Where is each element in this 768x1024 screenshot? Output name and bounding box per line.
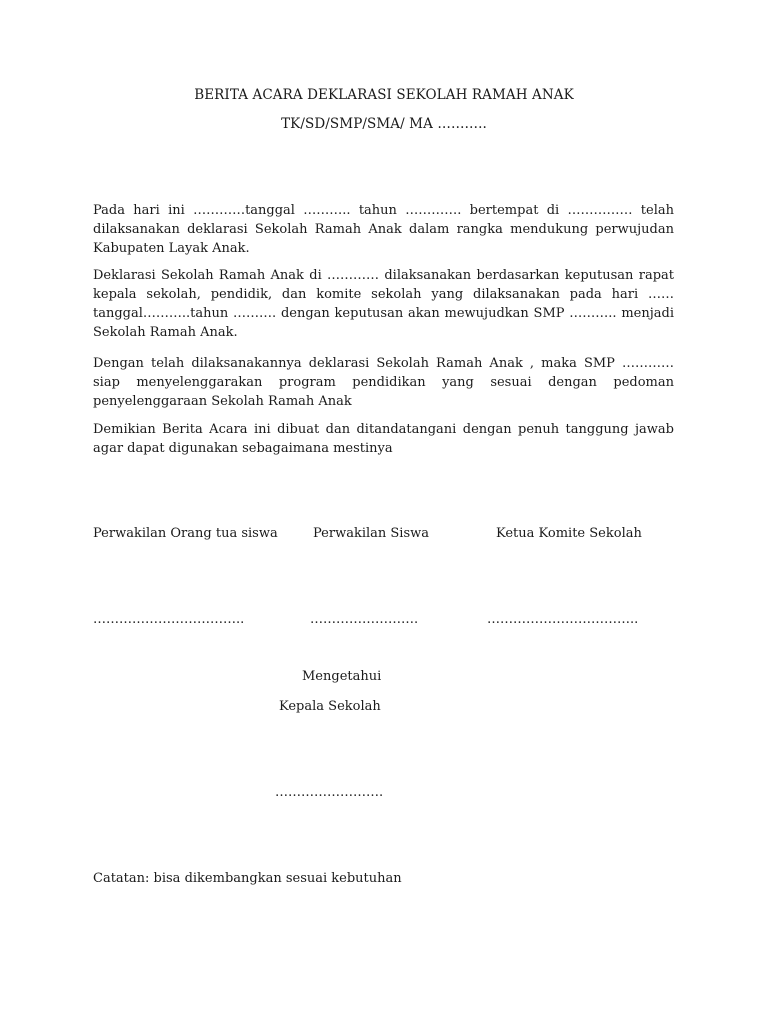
document-subtitle: TK/SD/SMP/SMA/ MA ……….. (281, 116, 487, 132)
paragraph-closing: Demikian Berita Acara ini dibuat dan ditandatangani dengan penuh tanggung jawab agar dapat digunakan sebagaimana mestinya (93, 422, 674, 456)
signature-line-committee: …………………………….. (487, 612, 639, 627)
signature-line-principal: ……………………. (275, 785, 384, 800)
signatory-label-student: Perwakilan Siswa (313, 526, 430, 541)
signatory-label-committee: Ketua Komite Sekolah (496, 526, 642, 541)
footnote: Catatan: bisa dikembangkan sesuai kebutuhan (93, 871, 402, 886)
paragraph-readiness: Dengan telah dilaksanakannya deklarasi Sekolah Ramah Anak , maka SMP ………… siap menyelenggarakan program pendidikan yang sesuai dengan pedoman penyelenggaraan Sekolah Ramah Anak (93, 356, 674, 409)
document-title: BERITA ACARA DEKLARASI SEKOLAH RAMAH ANAK (194, 87, 574, 103)
signature-line-student: ……………………. (310, 612, 419, 627)
signature-line-parent: …………………………….. (93, 612, 245, 627)
acknowledgement-label: Mengetahui (302, 669, 382, 684)
paragraph-opening: Pada hari ini …………tanggal ……….. tahun …………. bertempat di …………… telah dilaksanakan deklarasi Sekolah Ramah Anak dalam rangka mendukung perwujudan Kabupaten Layak Anak. (93, 203, 674, 256)
signatory-label-parent: Perwakilan Orang tua siswa (93, 526, 278, 541)
paragraph-decision: Deklarasi Sekolah Ramah Anak di ………… dilaksanakan berdasarkan keputusan rapat kepala sekolah, pendidik, dan komite sekolah yang dilaksanakan pada hari ……tanggal………..tahun ………. dengan keputusan akan mewujudkan SMP ……….. menjadi Sekolah Ramah Anak. (93, 268, 674, 340)
principal-label: Kepala Sekolah (279, 699, 381, 714)
